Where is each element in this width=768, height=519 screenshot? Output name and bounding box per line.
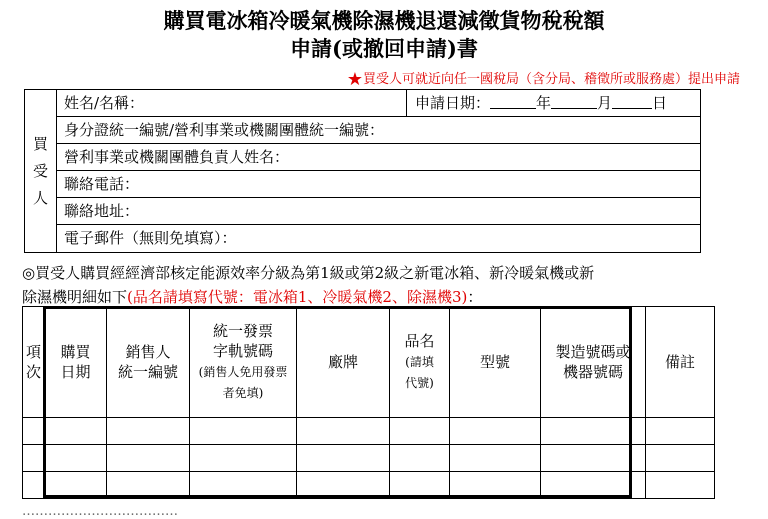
table-cell[interactable] [450,445,541,472]
table-cell[interactable] [190,472,297,499]
year-blank[interactable] [490,92,536,109]
product-code-hint: (品名請填寫代號：電冰箱1、冷暖氣機2、除濕機3) [127,288,468,306]
table-cell[interactable] [450,472,541,499]
table-cell[interactable] [541,445,646,472]
address-row[interactable] [56,198,700,225]
table-cell[interactable] [45,472,107,499]
description-line-1: ◎買受人購買經經濟部核定能源效率分級為第1級或第2級之新電冰箱、新冷暖氣機或新 [22,264,595,282]
date-label: 申請日期： [415,94,491,112]
phone-row[interactable] [56,171,700,198]
table-cell[interactable] [646,472,715,499]
table-row[interactable] [23,445,715,472]
submission-notice [347,68,740,90]
applicant-section [24,89,701,253]
table-cell[interactable] [23,445,45,472]
star-icon: ★ [346,69,363,90]
table-cell[interactable] [190,418,297,445]
description-colon: ： [467,288,483,306]
table-cell[interactable] [107,472,190,499]
day-label: 日 [652,94,668,112]
year-label: 年 [536,94,552,112]
application-date-field[interactable] [406,90,667,116]
table-cell[interactable] [390,472,450,499]
table-cell[interactable] [450,418,541,445]
table-cell[interactable] [390,445,450,472]
table-cell[interactable] [23,418,45,445]
representative-label: 營利事業或機關團體負責人姓名： [64,148,290,166]
header-product-code: 品名 (請填 代號) [390,307,450,418]
side-char-3: 人 [33,189,49,207]
month-label: 月 [597,94,613,112]
table-cell[interactable] [646,418,715,445]
table-cell[interactable] [541,418,646,445]
notice-text: 買受人可就近向任一國稅局（含分局、稽徵所或服務處）提出申請 [362,72,740,87]
table-cell[interactable] [297,472,390,499]
day-blank[interactable] [612,92,652,109]
id-row[interactable] [56,117,700,144]
header-brand: 廠牌 [297,307,390,418]
table-cell[interactable] [107,445,190,472]
form-title: 購買電冰箱冷暖氣機除濕機退還減徵貨物稅稅額 [163,8,605,33]
header-remark: 備註 [646,307,715,418]
table-header-row [23,307,715,418]
name-label: 姓名/名稱： [64,94,145,112]
address-label: 聯絡地址： [64,202,140,220]
form-subtitle: 申請(或撤回申請)書 [290,36,478,61]
header-seller-id: 銷售人 統一編號 [107,307,190,418]
email-label: 電子郵件（無則免填寫）： [64,229,237,247]
header-invoice-number: 統一發票 字軌號碼 (銷售人免用發票 者免填) [190,307,297,418]
header-model: 型號 [450,307,541,418]
table-cell[interactable] [23,472,45,499]
footer-cutoff-text: ……………………………… [22,504,178,519]
table-cell[interactable] [646,445,715,472]
table-row[interactable] [23,472,715,499]
table-cell[interactable] [45,445,107,472]
header-purchase-date: 購買 日期 [45,307,107,418]
side-char-1: 買 [33,135,49,153]
side-char-2: 受 [33,162,49,180]
header-serial-number: 製造號碼或 機器號碼 [541,307,646,418]
table-cell[interactable] [297,418,390,445]
table-cell[interactable] [107,418,190,445]
applicant-side-label [25,90,57,252]
table-cell[interactable] [390,418,450,445]
description-line-2 [22,286,482,307]
email-row[interactable] [56,225,700,252]
table-cell[interactable] [297,445,390,472]
table-cell[interactable] [190,445,297,472]
name-row[interactable] [56,90,700,117]
id-label: 身分證統一編號/營利事業或機關團體統一編號： [64,121,385,139]
table-cell[interactable] [541,472,646,499]
purchase-table [22,306,715,499]
phone-label: 聯絡電話： [64,175,140,193]
month-blank[interactable] [551,92,597,109]
header-item-no: 項 次 [23,307,45,418]
table-cell[interactable] [45,418,107,445]
representative-row[interactable] [56,144,700,171]
table-row[interactable] [23,418,715,445]
description-text: 除濕機明細如下 [22,288,128,306]
